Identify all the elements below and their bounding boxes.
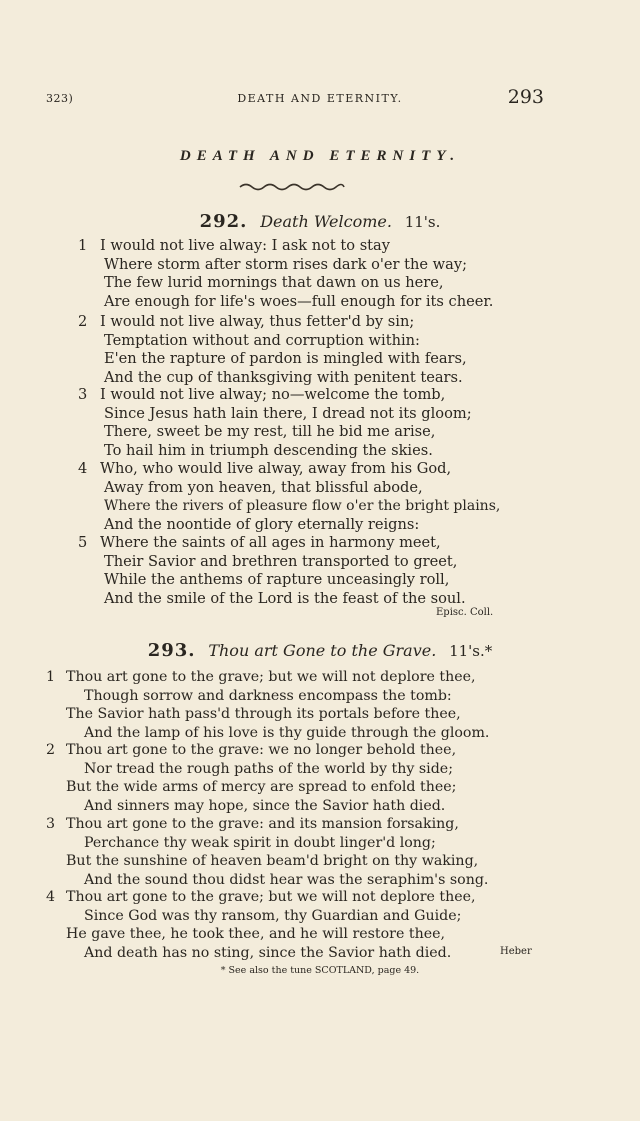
- verse-line: Since Jesus hath lain there, I dread not its gloom;: [104, 404, 472, 422]
- page-number: 293: [507, 86, 544, 108]
- hymn-meter: 11's.*: [449, 642, 493, 660]
- verse-line: He gave thee, he took thee, and he will restore thee,: [66, 926, 446, 943]
- ornament-divider: [238, 181, 346, 193]
- verse-line: To hail him in triumph descending the skies.: [104, 442, 433, 460]
- verse-line: Are enough for life's woes—full enough for its cheer.: [104, 293, 494, 311]
- verse-number: 1: [46, 669, 56, 685]
- verse-number: 3: [78, 386, 88, 403]
- hymn-meter: 11's.: [404, 213, 441, 231]
- verse-line: And the cup of thanksgiving with penitent tears.: [104, 369, 463, 387]
- hymn-292-heading: [0, 211, 640, 232]
- verse-line: Thou art gone to the grave: we no longer behold thee,: [66, 742, 457, 758]
- hymn-292-verse-3: [78, 386, 472, 461]
- verse-line: And the sound thou didst hear was the seraphim's song.: [84, 872, 489, 889]
- verse-line: Where storm after storm rises dark o'er the way;: [104, 255, 468, 273]
- page-reference: 323): [46, 92, 74, 105]
- verse-number: 4: [46, 889, 56, 905]
- verse-number: 5: [78, 534, 88, 551]
- verse-line: Where the rivers of pleasure flow o'er the bright plains,: [104, 498, 501, 515]
- verse-line: Where the saints of all ages in harmony meet,: [100, 534, 441, 551]
- verse-line: I would not live alway; no—welcome the tomb,: [100, 386, 446, 403]
- hymn-number: 292.: [199, 211, 248, 232]
- hymn-292-verse-5: [78, 534, 466, 609]
- hymn-293-attribution: Heber: [500, 946, 532, 957]
- hymn-293-verse-2: [46, 741, 457, 816]
- verse-number: 1: [78, 237, 88, 254]
- verse-line: And the lamp of his love is thy guide through the gloom.: [84, 725, 490, 742]
- verse-line: And the noontide of glory eternally reigns:: [104, 516, 420, 534]
- verse-line: But the wide arms of mercy are spread to enfold thee;: [66, 779, 457, 796]
- verse-line: E'en the rapture of pardon is mingled with fears,: [104, 350, 467, 368]
- verse-number: 2: [78, 313, 88, 330]
- verse-line: Their Savior and brethren transported to greet,: [104, 552, 458, 570]
- verse-line: And death has no sting, since the Savior hath died.: [84, 945, 452, 962]
- verse-line: Who, who would live alway, away from his God,: [100, 460, 452, 477]
- verse-line: And the smile of the Lord is the feast of the soul.: [104, 590, 466, 608]
- verse-line: Thou art gone to the grave: and its mansion forsaking,: [66, 816, 459, 832]
- hymn-292-verse-2: [78, 313, 467, 388]
- verse-line: The Savior hath pass'd through its portals before thee,: [66, 706, 461, 723]
- hymn-number: 293.: [147, 640, 196, 661]
- verse-line: I would not live alway, thus fetter'd by sin;: [100, 313, 415, 330]
- hymn-292-attribution: Episc. Coll.: [436, 607, 494, 618]
- hymn-title: Death Welcome.: [260, 212, 392, 231]
- verse-line: Nor tread the rough paths of the world by thy side;: [84, 760, 453, 777]
- hymn-293-verse-3: [46, 815, 489, 890]
- verse-number: 4: [78, 460, 88, 477]
- verse-line: And sinners may hope, since the Savior hath died.: [84, 798, 446, 815]
- hymn-293-heading: [0, 640, 640, 661]
- hymn-293-verse-1: [46, 668, 490, 743]
- verse-number: 2: [46, 742, 56, 758]
- hymn-title: Thou art Gone to the Grave.: [208, 641, 437, 660]
- verse-line: There, sweet be my rest, till he bid me arise,: [104, 423, 436, 441]
- verse-line: Thou art gone to the grave; but we will not deplore thee,: [66, 889, 476, 905]
- hymn-292-verse-1: [78, 237, 494, 312]
- hymn-292-verse-4: [78, 460, 501, 535]
- verse-line: The few lurid mornings that dawn on us here,: [104, 274, 444, 292]
- footnote: * See also the tune SCOTLAND, page 49.: [220, 965, 420, 976]
- hymn-293-verse-4: [46, 888, 476, 963]
- verse-line: Temptation without and corruption within:: [104, 331, 420, 349]
- verse-line: Perchance thy weak spirit in doubt linger'd long;: [84, 834, 436, 851]
- section-title: DEATH AND ETERNITY.: [179, 148, 461, 164]
- verse-line: I would not live alway: I ask not to stay: [100, 237, 390, 254]
- verse-line: But the sunshine of heaven beam'd bright on thy waking,: [66, 853, 479, 870]
- verse-line: Since God was thy ransom, thy Guardian and Guide;: [84, 907, 462, 924]
- verse-number: 3: [46, 816, 56, 832]
- verse-line: Away from yon heaven, that blissful abode,: [104, 478, 423, 496]
- verse-line: Thou art gone to the grave; but we will not deplore thee,: [66, 669, 476, 685]
- running-head: [0, 86, 640, 110]
- verse-line: While the anthems of rapture unceasingly roll,: [104, 571, 450, 589]
- verse-line: Though sorrow and darkness encompass the tomb:: [84, 687, 452, 704]
- running-title: DEATH AND ETERNITY.: [237, 92, 403, 105]
